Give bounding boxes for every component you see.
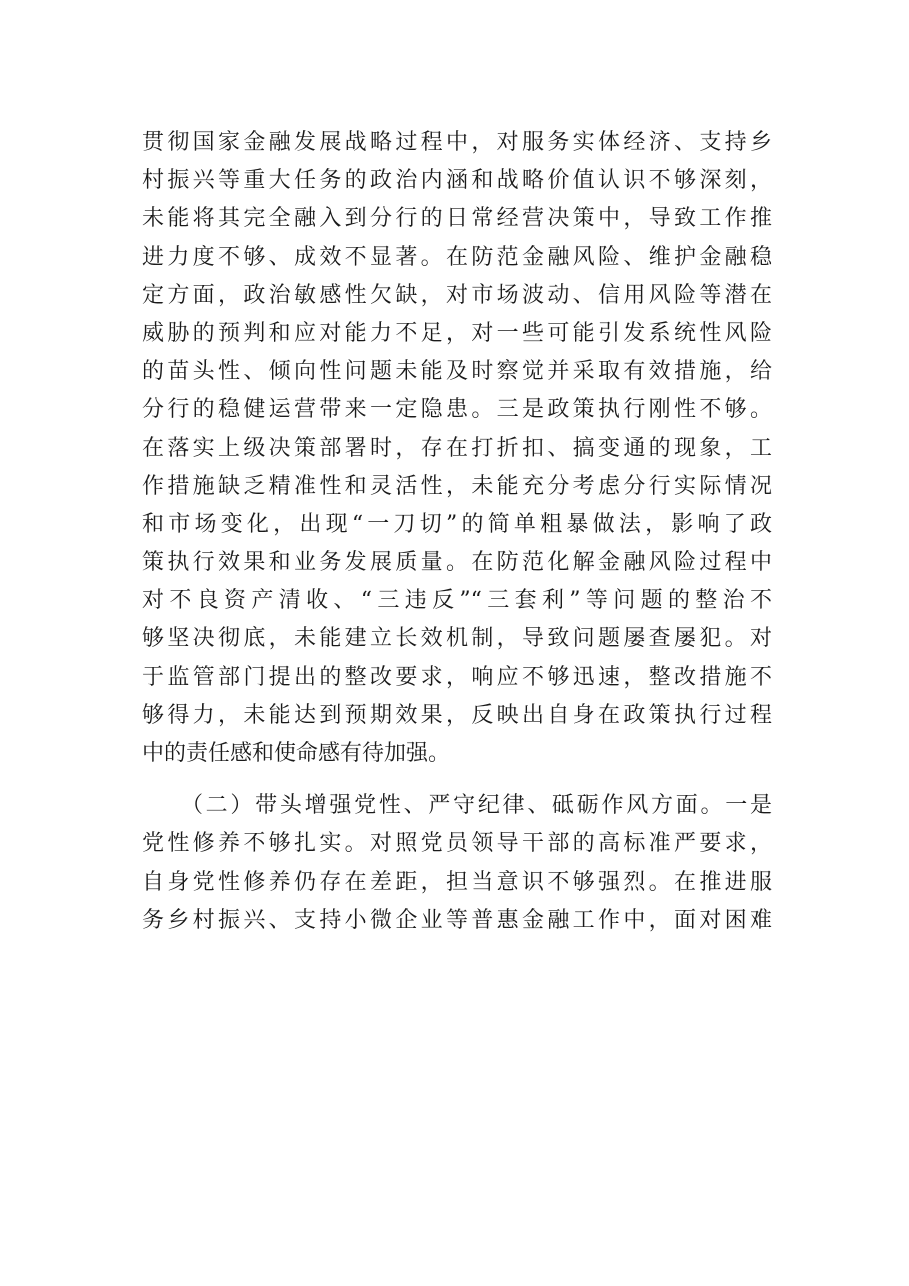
text-line: 党性修养不够扎实。对照党员领导干部的高标准严要求，	[142, 831, 772, 857]
document-body	[142, 124, 772, 940]
text-line: 的苗头性、倾向性问题未能及时察觉并采取有效措施，给	[142, 359, 772, 385]
text-line: 于监管部门提出的整改要求，响应不够迅速，整改措施不	[142, 664, 772, 690]
text-line: 威胁的预判和应对能力不足，对一些可能引发系统性风险	[142, 320, 772, 346]
paragraph-gap	[142, 773, 772, 787]
text-line: 进力度不够、成效不显著。在防范金融风险、维护金融稳	[142, 244, 772, 270]
text-line: 对不良资产清收、“三违反”“三套利”等问题的整治不	[142, 588, 772, 614]
text-line: （二）带头增强党性、严守纪律、砥砺作风方面。一是	[142, 793, 772, 819]
text-line: 分行的稳健运营带来一定隐患。三是政策执行刚性不够。	[142, 397, 772, 423]
text-line: 和市场变化，出现“一刀切”的简单粗暴做法，影响了政	[142, 511, 772, 537]
text-line: 够坚决彻底，未能建立长效机制，导致问题屡查屡犯。对	[142, 626, 772, 652]
text-line: 够得力，未能达到预期效果，反映出自身在政策执行过程	[142, 702, 772, 728]
text-line: 定方面，政治敏感性欠缺，对市场波动、信用风险等潜在	[142, 282, 772, 308]
text-line: 未能将其完全融入到分行的日常经营决策中，导致工作推	[142, 206, 772, 232]
text-line: 贯彻国家金融发展战略过程中，对服务实体经济、支持乡	[142, 130, 772, 155]
text-line: 务乡村振兴、支持小微企业等普惠金融工作中，面对困难	[142, 907, 772, 933]
paragraph-1	[142, 124, 772, 773]
text-line: 在落实上级决策部署时，存在打折扣、搞变通的现象，工	[142, 435, 772, 461]
paragraph-2	[142, 787, 772, 940]
text-line: 中的责任感和使命感有待加强。	[142, 741, 451, 766]
text-line: 自身党性修养仍存在差距，担当意识不够强烈。在推进服	[142, 869, 772, 895]
text-line: 策执行效果和业务发展质量。在防范化解金融风险过程中	[142, 550, 772, 576]
text-line: 作措施缺乏精准性和灵活性，未能充分考虑分行实际情况	[142, 473, 772, 499]
text-line: 村振兴等重大任务的政治内涵和战略价值认识不够深刻，	[142, 168, 772, 194]
